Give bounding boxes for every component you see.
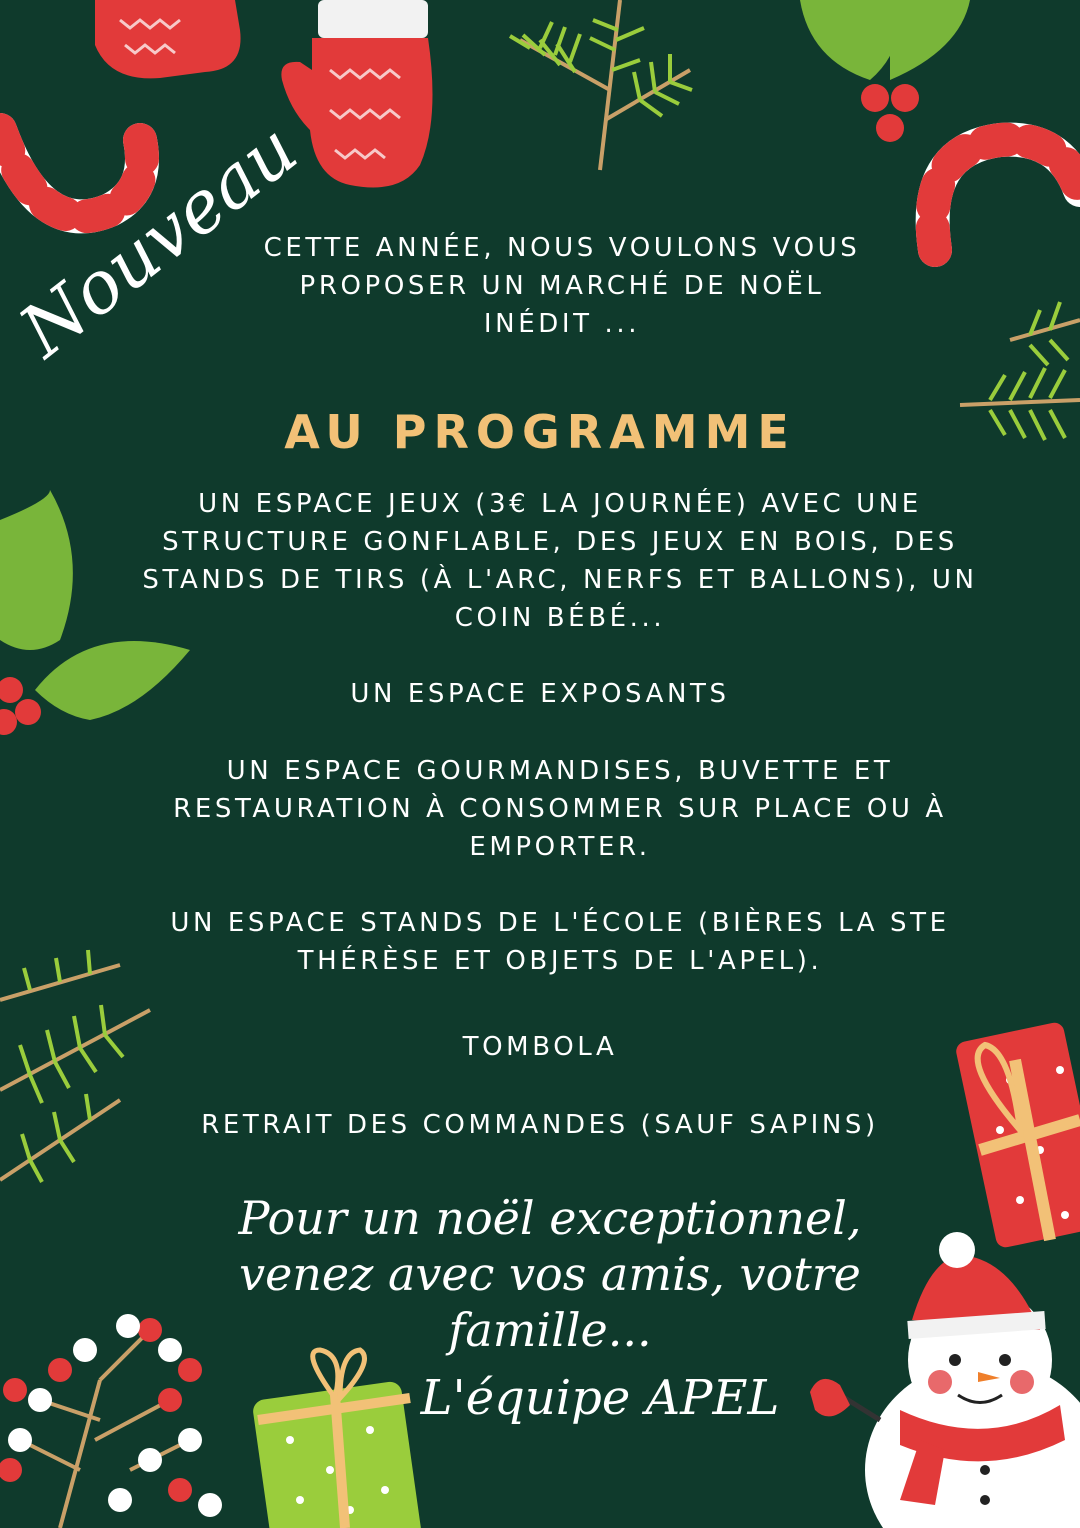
program-item: UN ESPACE EXPOSANTS — [350, 679, 730, 709]
pine-branch-icon — [0, 950, 150, 1182]
program-item: UN ESPACE STANDS DE L'ÉCOLE (BIÈRES LA STE THÉRÈSE ET OBJETS DE L'APEL). — [170, 908, 950, 976]
gift-icon — [252, 1350, 423, 1528]
candy-cane-icon — [0, 130, 142, 216]
mitten-icon — [95, 0, 241, 78]
pine-branch-icon — [510, 0, 692, 170]
mitten-icon — [281, 0, 432, 188]
candy-cane-icon — [933, 140, 1080, 250]
program-item: RETRAIT DES COMMANDES (SAUF SAPINS) — [201, 1110, 879, 1140]
program-item: UN ESPACE JEUX (3€ LA JOURNÉE) AVEC UNE STRUCTURE GONFLABLE, DES JEUX EN BOIS, DES STANDS DE TIRS (À L'ARC, NERFS ET BALLONS), UN COIN BÉBÉ... — [142, 489, 978, 633]
signature: L'équipe APEL — [420, 1370, 780, 1426]
program-item: UN ESPACE GOURMANDISES, BUVETTE ET RESTAURATION À CONSOMMER SUR PLACE OU À EMPORTER. — [173, 756, 947, 862]
intro-text: CETTE ANNÉE, NOUS VOULONS VOUS PROPOSER UN MARCHÉ DE NOËL INÉDIT ... — [263, 233, 861, 339]
page-title: AU PROGRAMME — [284, 405, 796, 459]
program-item: TOMBOLA — [462, 1032, 618, 1062]
closing-message: Pour un noël exceptionnel, venez avec vos amis, votre famille... — [238, 1191, 862, 1357]
holly-icon — [800, 0, 970, 142]
badge-label: Nouveau — [4, 106, 313, 374]
